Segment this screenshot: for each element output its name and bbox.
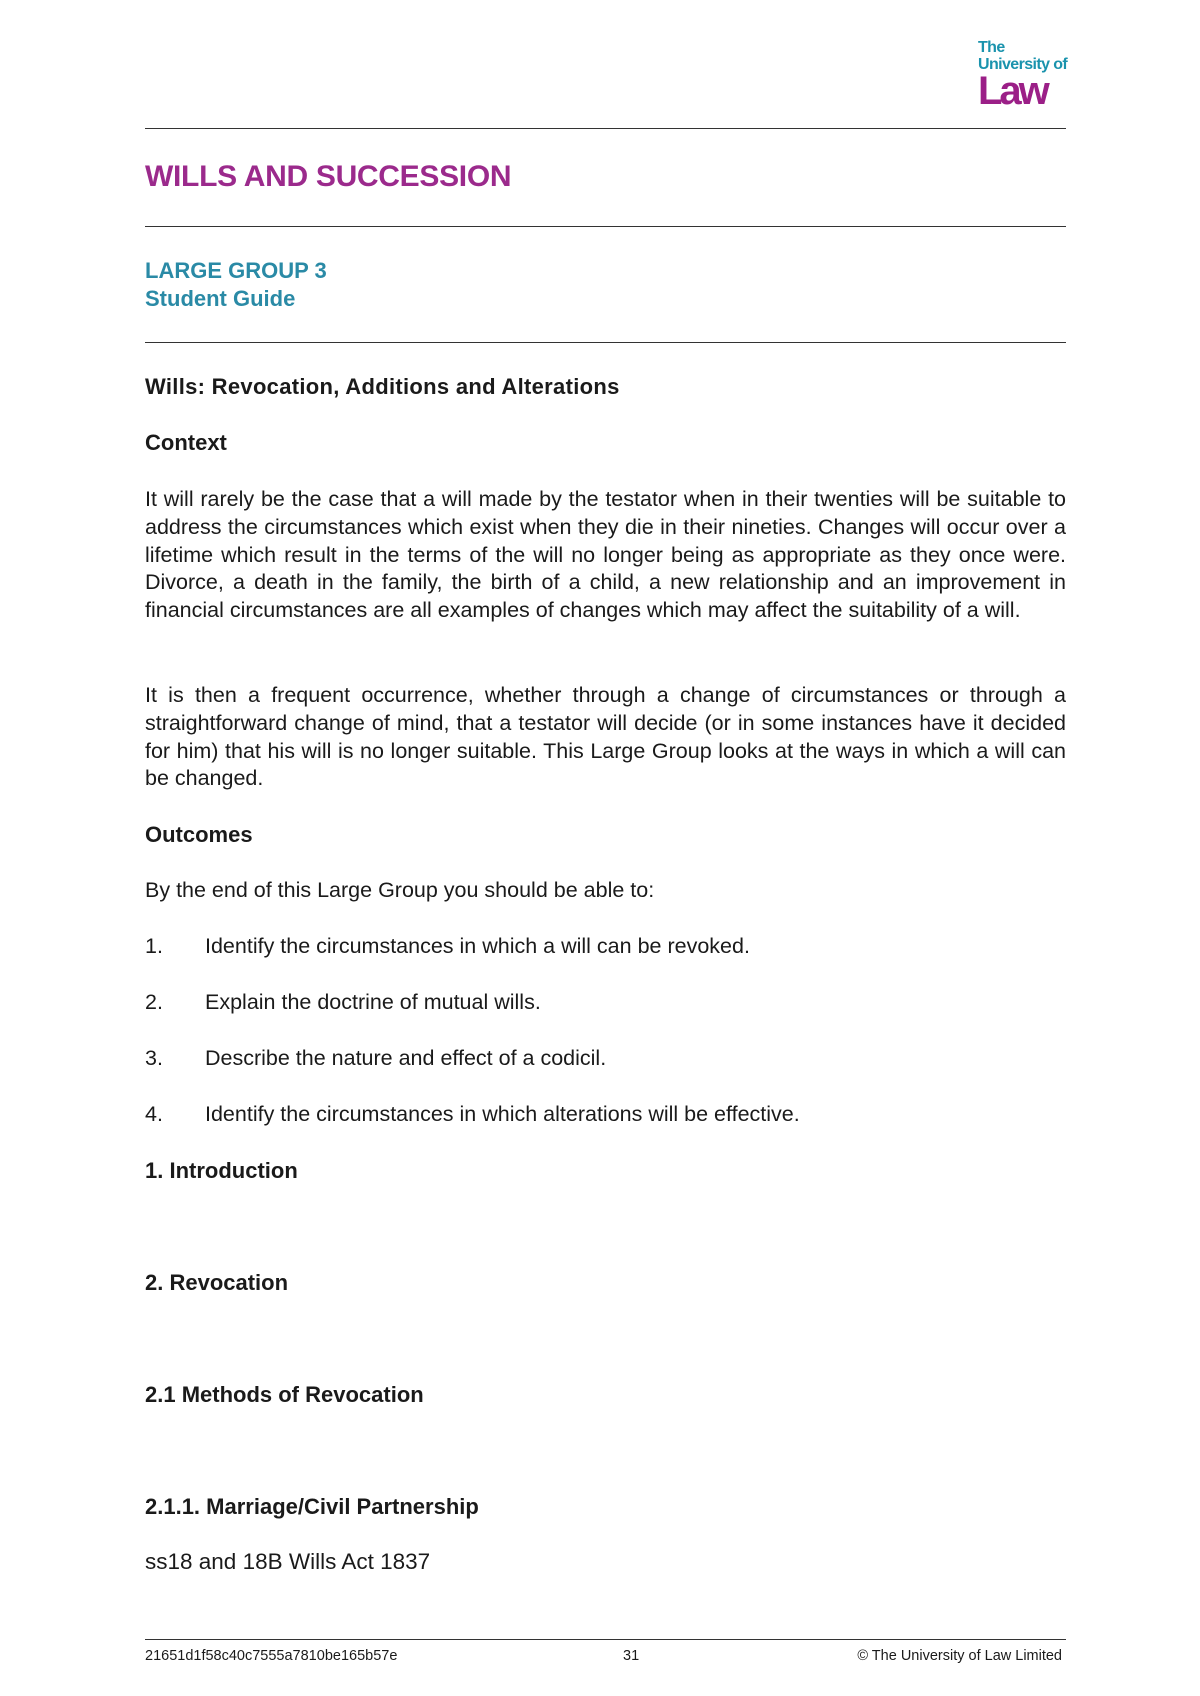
outcomes-intro: By the end of this Large Group you should be able to:: [145, 878, 655, 902]
header-divider-middle: [145, 226, 1066, 227]
outcome-number: 1.: [145, 934, 163, 958]
footer-copyright: © The University of Law Limited: [857, 1648, 1062, 1664]
logo-line-the: The: [978, 39, 1005, 56]
outcome-number: 4.: [145, 1102, 163, 1126]
outcome-number: 2.: [145, 990, 163, 1014]
logo-line-university: University of: [978, 56, 1068, 73]
context-paragraph-1: It will rarely be the case that a will made by the testator when in their twenties will be suitable to address the circumstances which exist when they die in their nineties. Changes will occur over a lifetime which result in the terms of the will no longer being as appropriate as they once were. Divorce, a death in the family, the birth of a child, a new relationship and an improvement in financial circumstances are all examples of changes which may affect the suitability of a will.: [145, 487, 1066, 623]
outcome-item: [145, 1046, 1066, 1071]
section-1-heading: 1. Introduction: [145, 1158, 298, 1183]
outcome-item: [145, 1102, 1066, 1127]
context-paragraph-2: It is then a frequent occurrence, whether through a change of circumstances or through a straightforward change of mind, that a testator will decide (or in some instances have it decided for him) that his will is no longer suitable. This Large Group looks at the ways in which a will can be changed.: [145, 683, 1066, 791]
university-logo: [978, 38, 1070, 118]
section-2-1-1-heading: 2.1.1. Marriage/Civil Partnership: [145, 1494, 479, 1519]
outcomes-heading: Outcomes: [145, 822, 253, 847]
footer-document-id: 21651d1f58c40c7555a7810be165b57e: [145, 1648, 398, 1664]
context-heading: Context: [145, 430, 227, 455]
footer-divider: [145, 1639, 1066, 1640]
outcome-item: [145, 990, 1066, 1015]
header-divider-top: [145, 128, 1066, 129]
footer-page-number: 31: [623, 1648, 640, 1664]
outcome-number: 3.: [145, 1046, 163, 1070]
outcome-item: [145, 934, 1066, 959]
outcome-text: Identify the circumstances in which a will can be revoked.: [205, 934, 750, 958]
section-2-heading: 2. Revocation: [145, 1270, 289, 1295]
logo-line-law: Law: [978, 69, 1047, 113]
outcome-text: Describe the nature and effect of a codicil.: [205, 1046, 607, 1070]
statute-reference: ss18 and 18B Wills Act 1837: [145, 1549, 431, 1574]
topic-heading: Wills: Revocation, Additions and Alterations: [145, 374, 620, 399]
header-divider-bottom: [145, 342, 1066, 343]
outcome-text: Identify the circumstances in which alterations will be effective.: [205, 1102, 800, 1126]
document-title: WILLS AND SUCCESSION: [145, 160, 512, 193]
large-group-label: LARGE GROUP 3: [145, 258, 327, 283]
student-guide-label: Student Guide: [145, 286, 296, 311]
section-2-1-heading: 2.1 Methods of Revocation: [145, 1382, 424, 1407]
outcome-text: Explain the doctrine of mutual wills.: [205, 990, 541, 1014]
